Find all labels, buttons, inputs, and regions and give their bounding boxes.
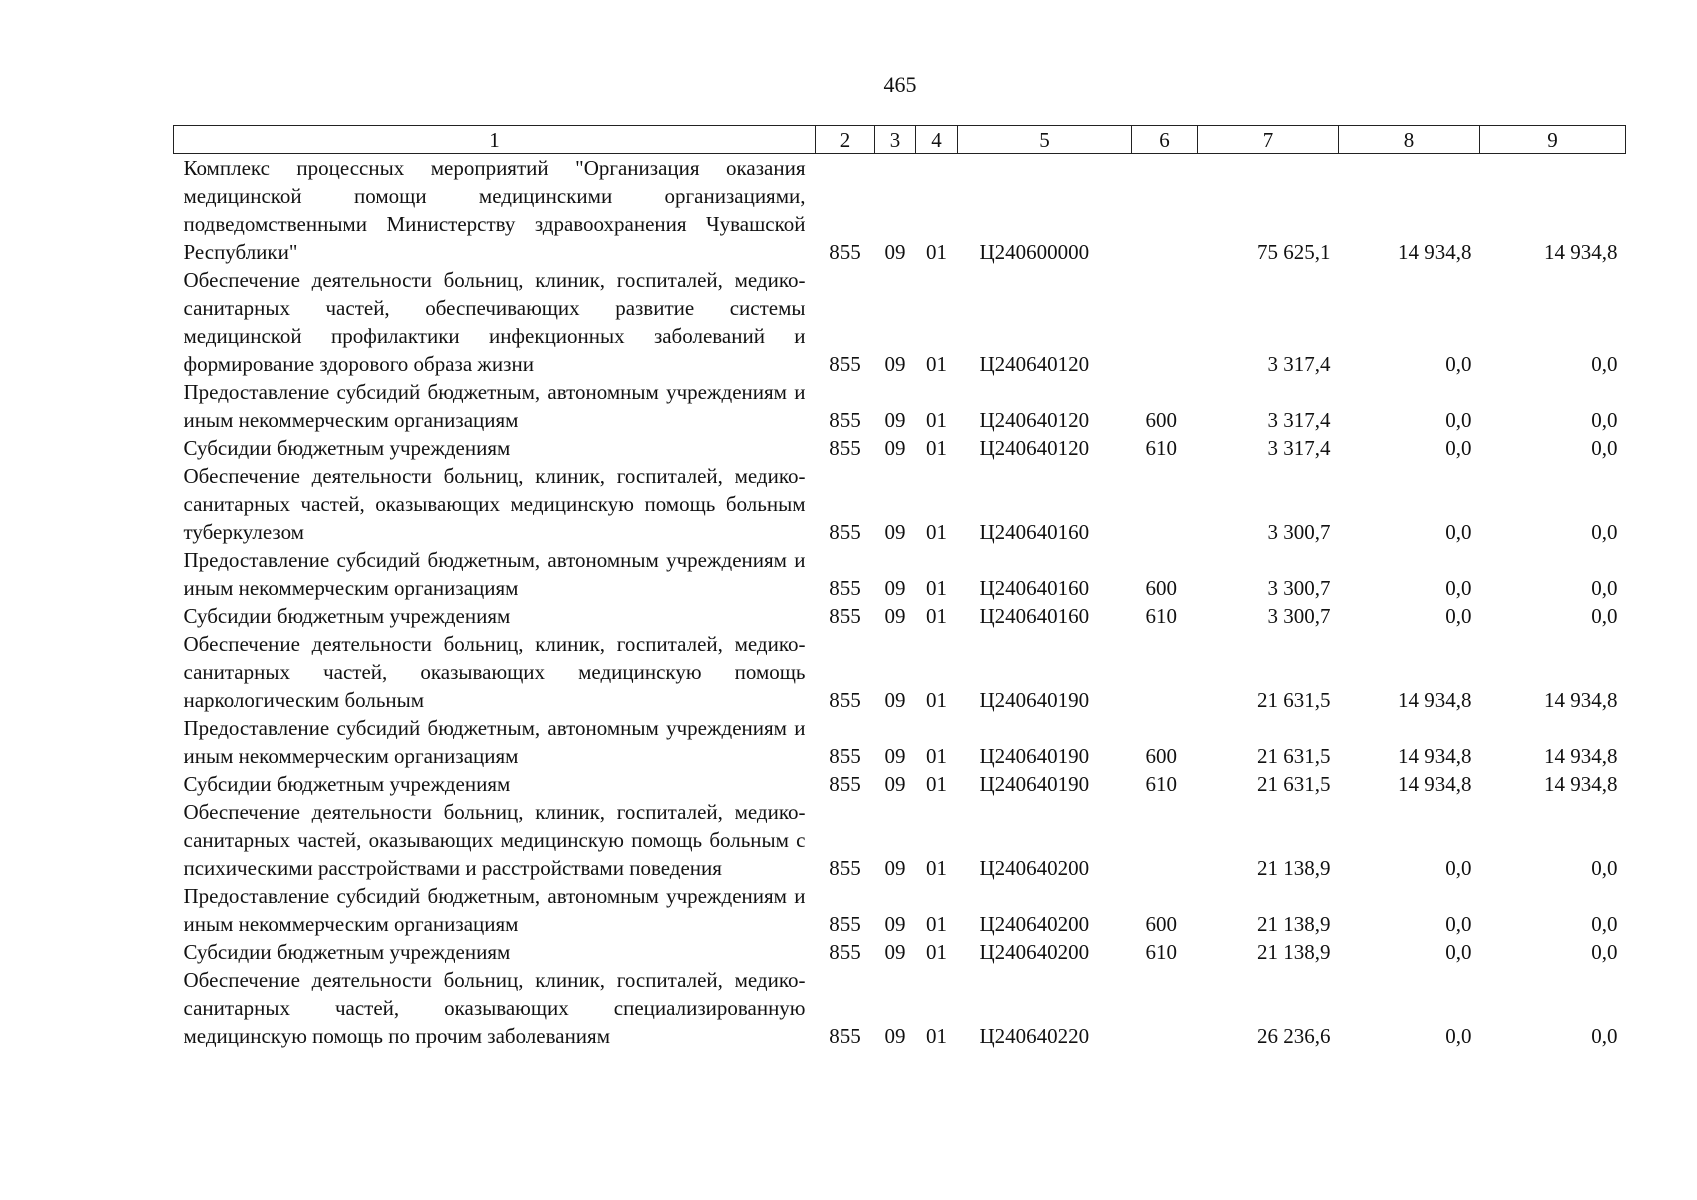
- subsection-code-cell: 01: [926, 604, 947, 628]
- row-name-cell: Обеспечение деятельности больниц, клиник, госпиталей, медико-санитарных частей, оказывающих медицинскую помощь больным с психическими расстройствами и расстройствами поведения: [183, 800, 806, 880]
- ministry-code-cell: 855: [829, 240, 861, 264]
- amount-col-7-cell: 26 236,6: [1257, 1024, 1331, 1048]
- subsection-code-cell: 01: [926, 1024, 947, 1048]
- table-row: [174, 770, 1626, 798]
- table-row: [174, 630, 1626, 714]
- amount-col-7-cell: 21 631,5: [1257, 772, 1331, 796]
- target-code-cell: Ц240640120: [979, 352, 1090, 376]
- header-col-4: 4: [916, 126, 958, 154]
- header-col-8: 8: [1339, 126, 1480, 154]
- row-name-cell: Субсидии бюджетным учреждениям: [183, 604, 511, 628]
- amount-col-7-cell: 3 317,4: [1267, 408, 1331, 432]
- section-code-cell: 09: [884, 744, 906, 768]
- page-number: 465: [883, 72, 917, 97]
- table-row: [174, 938, 1626, 966]
- ministry-code-cell: 855: [829, 688, 861, 712]
- header-col-3: 3: [875, 126, 916, 154]
- amount-col-8-cell: 0,0: [1445, 856, 1472, 880]
- amount-col-9-cell: 0,0: [1591, 1024, 1618, 1048]
- amount-col-7-cell: 3 300,7: [1267, 520, 1331, 544]
- ministry-code-cell: 855: [829, 856, 861, 880]
- expense-type-cell: 610: [1145, 940, 1177, 964]
- target-code-cell: Ц240640160: [979, 604, 1090, 628]
- expense-type-cell: 610: [1145, 436, 1177, 460]
- target-code-cell: Ц240640160: [979, 520, 1090, 544]
- target-code-cell: Ц240640200: [979, 940, 1090, 964]
- expense-type-cell: [1132, 154, 1198, 267]
- amount-col-7-cell: 21 138,9: [1257, 940, 1331, 964]
- amount-col-9-cell: 0,0: [1591, 408, 1618, 432]
- row-name-cell: Предоставление субсидий бюджетным, автономным учреждениям и иным некоммерческим организациям: [183, 884, 806, 936]
- amount-col-9-cell: 0,0: [1591, 576, 1618, 600]
- amount-col-8-cell: 0,0: [1445, 912, 1472, 936]
- section-code-cell: 09: [884, 240, 906, 264]
- section-code-cell: 09: [884, 576, 906, 600]
- expense-type-cell: 600: [1145, 912, 1177, 936]
- table-body: [174, 154, 1626, 1051]
- amount-col-8-cell: 0,0: [1445, 1024, 1472, 1048]
- ministry-code-cell: 855: [829, 1024, 861, 1048]
- amount-col-7-cell: 21 138,9: [1257, 912, 1331, 936]
- section-code-cell: 09: [884, 604, 906, 628]
- amount-col-7-cell: 3 300,7: [1267, 576, 1331, 600]
- row-name-cell: Обеспечение деятельности больниц, клиник, госпиталей, медико-санитарных частей, оказывающих медицинскую помощь наркологическим больным: [183, 632, 806, 712]
- amount-col-8-cell: 0,0: [1445, 604, 1472, 628]
- target-code-cell: Ц240640220: [979, 1024, 1090, 1048]
- target-code-cell: Ц240640160: [979, 576, 1090, 600]
- row-name-cell: Обеспечение деятельности больниц, клиник, госпиталей, медико-санитарных частей, обеспечивающих развитие системы медицинской профилактики инфекционных заболеваний и формирование здорового образа жизни: [183, 268, 806, 376]
- ministry-code-cell: 855: [829, 912, 861, 936]
- header-col-5: 5: [958, 126, 1132, 154]
- section-code-cell: 09: [884, 688, 906, 712]
- amount-col-7-cell: 21 138,9: [1257, 856, 1331, 880]
- amount-col-9-cell: 14 934,8: [1544, 744, 1618, 768]
- table-row: [174, 966, 1626, 1050]
- row-name-cell: Субсидии бюджетным учреждениям: [183, 436, 511, 460]
- row-name-cell: Обеспечение деятельности больниц, клиник, госпиталей, медико-санитарных частей, оказывающих медицинскую помощь больным туберкулезом: [183, 464, 806, 544]
- target-code-cell: Ц240640190: [979, 688, 1090, 712]
- amount-col-8-cell: 0,0: [1445, 352, 1472, 376]
- amount-col-8-cell: 0,0: [1445, 576, 1472, 600]
- row-name-cell: Обеспечение деятельности больниц, клиник, госпиталей, медико-санитарных частей, оказывающих специализированную медицинскую помощь по прочим заболеваниям: [183, 968, 806, 1048]
- row-name-cell: Субсидии бюджетным учреждениям: [183, 940, 511, 964]
- table-row: [174, 154, 1626, 267]
- ministry-code-cell: 855: [829, 940, 861, 964]
- amount-col-8-cell: 14 934,8: [1398, 772, 1472, 796]
- section-code-cell: 09: [884, 912, 906, 936]
- table-row: [174, 266, 1626, 378]
- amount-col-9-cell: 0,0: [1591, 912, 1618, 936]
- budget-table: [173, 125, 1626, 1050]
- subsection-code-cell: 01: [926, 940, 947, 964]
- section-code-cell: 09: [884, 856, 906, 880]
- header-col-2: 2: [816, 126, 875, 154]
- row-name-cell: Предоставление субсидий бюджетным, автономным учреждениям и иным некоммерческим организациям: [183, 716, 806, 768]
- section-code-cell: 09: [884, 1024, 906, 1048]
- row-name-cell: Предоставление субсидий бюджетным, автономным учреждениям и иным некоммерческим организациям: [183, 380, 806, 432]
- expense-type-cell: [1132, 966, 1198, 1050]
- expense-type-cell: 610: [1145, 772, 1177, 796]
- section-code-cell: 09: [884, 772, 906, 796]
- expense-type-cell: [1132, 630, 1198, 714]
- table-row: [174, 798, 1626, 882]
- header-col-6: 6: [1132, 126, 1198, 154]
- amount-col-8-cell: 14 934,8: [1398, 688, 1472, 712]
- row-name-cell: Комплекс процессных мероприятий "Организация оказания медицинской помощи медицинскими организациями, подведомственными Министерству здравоохранения Чувашской Республики": [183, 156, 806, 264]
- amount-col-9-cell: 0,0: [1591, 856, 1618, 880]
- amount-col-9-cell: 0,0: [1591, 436, 1618, 460]
- amount-col-8-cell: 0,0: [1445, 520, 1472, 544]
- subsection-code-cell: 01: [926, 408, 947, 432]
- amount-col-9-cell: 0,0: [1591, 352, 1618, 376]
- header-col-7: 7: [1198, 126, 1339, 154]
- expense-type-cell: 600: [1145, 576, 1177, 600]
- amount-col-8-cell: 0,0: [1445, 436, 1472, 460]
- header-col-1: 1: [174, 126, 816, 154]
- section-code-cell: 09: [884, 436, 906, 460]
- amount-col-7-cell: 3 300,7: [1267, 604, 1331, 628]
- expense-type-cell: 600: [1145, 744, 1177, 768]
- table-row: [174, 378, 1626, 434]
- row-name-cell: Предоставление субсидий бюджетным, автономным учреждениям и иным некоммерческим организациям: [183, 548, 806, 600]
- table-row: [174, 462, 1626, 546]
- subsection-code-cell: 01: [926, 576, 947, 600]
- ministry-code-cell: 855: [829, 436, 861, 460]
- expense-type-cell: [1132, 266, 1198, 378]
- target-code-cell: Ц240640120: [979, 436, 1090, 460]
- section-code-cell: 09: [884, 520, 906, 544]
- expense-type-cell: [1132, 798, 1198, 882]
- table-row: [174, 602, 1626, 630]
- subsection-code-cell: 01: [926, 688, 947, 712]
- header-col-9: 9: [1480, 126, 1626, 154]
- subsection-code-cell: 01: [926, 436, 947, 460]
- table-row: [174, 714, 1626, 770]
- subsection-code-cell: 01: [926, 520, 947, 544]
- ministry-code-cell: 855: [829, 604, 861, 628]
- amount-col-8-cell: 0,0: [1445, 408, 1472, 432]
- ministry-code-cell: 855: [829, 408, 861, 432]
- subsection-code-cell: 01: [926, 240, 947, 264]
- amount-col-9-cell: 14 934,8: [1544, 772, 1618, 796]
- target-code-cell: Ц240640120: [979, 408, 1090, 432]
- table-header-row: [174, 126, 1626, 154]
- section-code-cell: 09: [884, 940, 906, 964]
- row-name-cell: Субсидии бюджетным учреждениям: [183, 772, 511, 796]
- amount-col-8-cell: 14 934,8: [1398, 240, 1472, 264]
- ministry-code-cell: 855: [829, 744, 861, 768]
- amount-col-9-cell: 0,0: [1591, 520, 1618, 544]
- subsection-code-cell: 01: [926, 772, 947, 796]
- expense-type-cell: 600: [1145, 408, 1177, 432]
- target-code-cell: Ц240600000: [979, 240, 1090, 264]
- section-code-cell: 09: [884, 408, 906, 432]
- amount-col-9-cell: 0,0: [1591, 604, 1618, 628]
- ministry-code-cell: 855: [829, 520, 861, 544]
- amount-col-9-cell: 14 934,8: [1544, 240, 1618, 264]
- table-row: [174, 434, 1626, 462]
- table-row: [174, 882, 1626, 938]
- amount-col-8-cell: 14 934,8: [1398, 744, 1472, 768]
- amount-col-7-cell: 3 317,4: [1267, 436, 1331, 460]
- amount-col-7-cell: 21 631,5: [1257, 688, 1331, 712]
- subsection-code-cell: 01: [926, 912, 947, 936]
- target-code-cell: Ц240640190: [979, 744, 1090, 768]
- subsection-code-cell: 01: [926, 856, 947, 880]
- ministry-code-cell: 855: [829, 352, 861, 376]
- ministry-code-cell: 855: [829, 576, 861, 600]
- subsection-code-cell: 01: [926, 744, 947, 768]
- expense-type-cell: 610: [1145, 604, 1177, 628]
- amount-col-8-cell: 0,0: [1445, 940, 1472, 964]
- section-code-cell: 09: [884, 352, 906, 376]
- amount-col-7-cell: 3 317,4: [1267, 352, 1331, 376]
- amount-col-7-cell: 21 631,5: [1257, 744, 1331, 768]
- amount-col-9-cell: 14 934,8: [1544, 688, 1618, 712]
- subsection-code-cell: 01: [926, 352, 947, 376]
- ministry-code-cell: 855: [829, 772, 861, 796]
- amount-col-9-cell: 0,0: [1591, 940, 1618, 964]
- target-code-cell: Ц240640190: [979, 772, 1090, 796]
- expense-type-cell: [1132, 462, 1198, 546]
- amount-col-7-cell: 75 625,1: [1257, 240, 1331, 264]
- target-code-cell: Ц240640200: [979, 912, 1090, 936]
- target-code-cell: Ц240640200: [979, 856, 1090, 880]
- table-row: [174, 546, 1626, 602]
